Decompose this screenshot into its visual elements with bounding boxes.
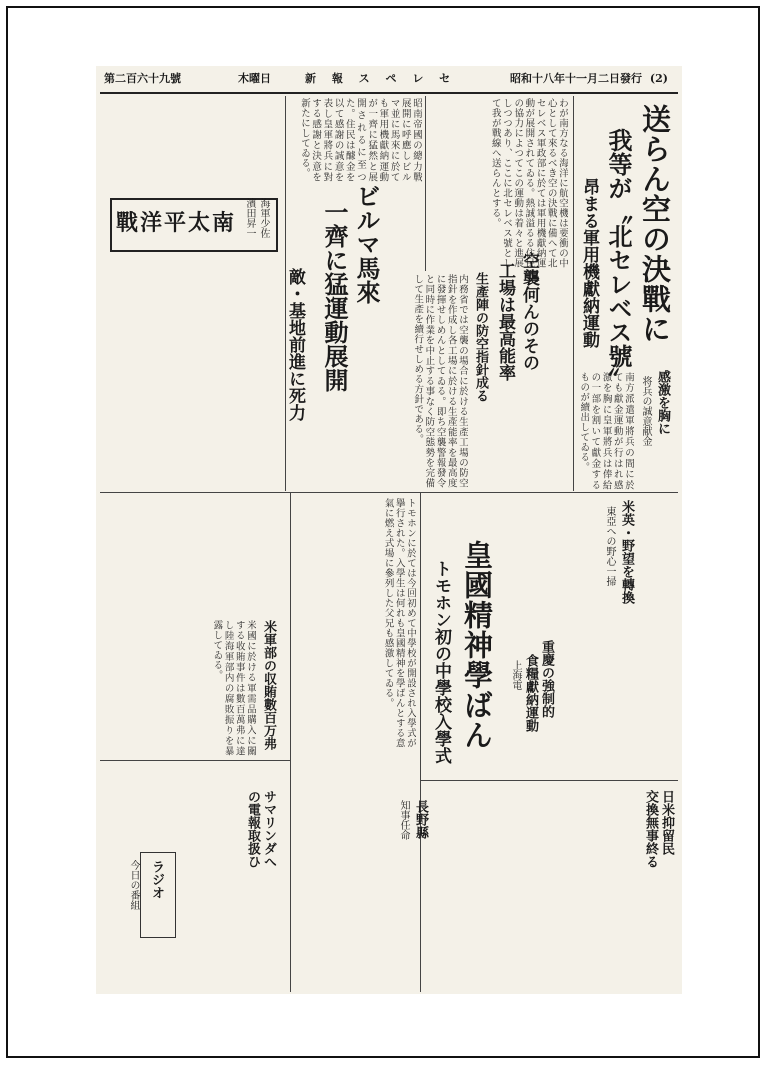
column-divider <box>573 96 574 491</box>
samarinda-headline: サマリンダへ <box>261 790 276 868</box>
factory-headline-2: 工場は最高能率 <box>495 262 515 381</box>
factory-headline: 空襲何んのその <box>519 252 539 371</box>
column-divider <box>425 96 426 271</box>
issue-number: 第二百六十九號 <box>104 72 181 85</box>
newspaper-name: 新 報 ス ペ レ セ <box>305 72 457 85</box>
japan-students-headline: 日米抑留民 <box>659 790 674 855</box>
us-army-body: 米國に於ける軍需品購入に關する收賄事件は數百萬弗に達し陸海軍部内の腐敗振りを暴露してゐる。 <box>211 620 256 756</box>
food-headline: 重慶の強制的 <box>539 640 554 718</box>
page-number: (2) <box>649 72 668 85</box>
usbritish-headline: 米英・野望を轉換 <box>619 500 634 604</box>
novel-author: 濱田昇一 <box>244 198 255 238</box>
samarinda-headline-2: の電報取扱ひ <box>245 790 260 868</box>
novel-headline: 南太平洋戰 <box>116 210 237 236</box>
food-headline-2: 食糧獻納運動 <box>523 654 538 732</box>
radio-label: ラジオ <box>149 860 164 899</box>
usbritish-subhead: 東亞への野心一掃 <box>604 506 615 586</box>
food-subhead: 上海電 <box>510 660 521 690</box>
column-divider <box>420 492 421 992</box>
weekday: 木曜日 <box>238 72 271 85</box>
gratitude-body: 南方派遣軍將兵の間に於ても獻金運動が行はれ感激を胸に皇軍將兵は俸給の一部を割いて獻金するものが續出してゐる。 <box>578 372 634 490</box>
celebes-headline-2: 我等が〝北セレベス號〟 <box>604 128 633 392</box>
publish-date: 昭和十八年十一月二日發行 <box>510 72 642 85</box>
burma-headline: ビルマ馬來 <box>352 184 381 304</box>
section-divider <box>100 760 290 761</box>
masthead-rule <box>100 92 678 94</box>
promotion-sub: 知事任命 <box>398 800 409 840</box>
burma-body: 昭南帝國の總力戰展開に呼應しビルマ並に馬來に於ても軍用機獻納運動が一齊に猛然と展開されるに至つた。住民は醵金を以て感謝の誠意を表し皇軍將兵に對する感謝と決意を新たにしてゐる。 <box>298 98 422 182</box>
novel-author-label: 海軍少佐 <box>258 198 269 238</box>
celebes-subhead: 昂まる軍用機獻納運動 <box>579 178 599 348</box>
factory-body: 内務省では空襲の場合に於ける生產工場の防空指針を作成し各工場に於ける生產能率を最高度に發揮せしめんとしてゐる。即ち空襲警報發令と同時に作業を中止する事なく防空態勢を完備して生產を續行せしめる方針である。 <box>412 274 468 488</box>
radio-sub: 今日の番組 <box>128 860 139 910</box>
section-divider <box>100 492 678 493</box>
promotion-headline: 長野縣 <box>413 800 428 839</box>
education-body: トモホンに於ては今回初めて中學校が開設され入學式が擧行された。入學生は何れも皇國精神を學ばんとする意氣に燃え式場に參列した父兄も感激してゐる。 <box>382 498 416 748</box>
factory-subhead: 生產陣の防空指針成る <box>473 272 488 402</box>
gratitude-subhead: 将兵の誠意献金 <box>640 376 651 446</box>
education-headline: 皇國精神學ばん <box>460 540 494 750</box>
burma-headline-2: 一齊に猛運動展開 <box>320 200 349 392</box>
column-divider <box>290 492 291 992</box>
celebes-headline: 送らん空の決戰に <box>638 104 672 344</box>
japan-students-headline-2: 交換無事終る <box>643 790 658 868</box>
section-divider <box>420 780 678 781</box>
us-army-headline: 米軍部の収賄數百万弗 <box>261 620 276 750</box>
celebes-body: わが南方なる海洋に航空機は要衝の中心として來るべき空の決戰に備へて北セレベス軍政部に於ては軍用機獻納運動が展開されてゐる。熱誠溢るる住民の協力によつてこの運動は着々と進展しつつあり、ここに北セレベス號として我が戰線へ送らんとする。 <box>489 98 568 268</box>
novel-sub: 敵・基地前進に死力 <box>285 268 305 421</box>
education-subhead: トモホン初の中學校入學式 <box>431 560 451 764</box>
gratitude-headline: 感激を胸に <box>655 370 670 435</box>
